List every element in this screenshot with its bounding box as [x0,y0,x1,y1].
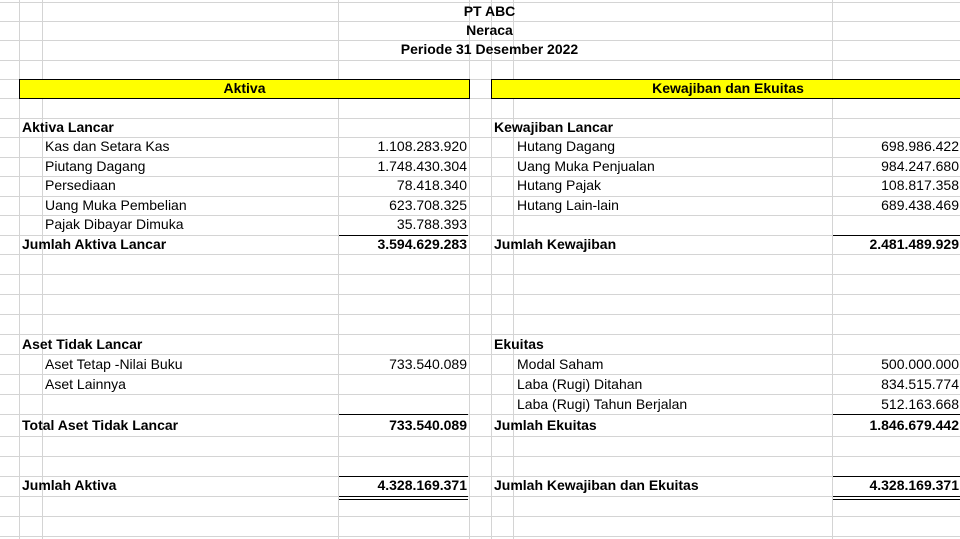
asset-label: Persediaan [45,177,116,193]
grand-total-underline [833,499,960,500]
grand-total-underline [833,496,960,497]
equity-label: Laba (Rugi) Ditahan [517,376,643,392]
equity-total-value: 1.846.679.442 [869,417,959,433]
liability-value: 984.247.680 [881,158,959,174]
total-liabilities-equity-label: Jumlah Kewajiban dan Ekuitas [494,477,699,493]
liability-value: 689.438.469 [881,197,959,213]
equity-label: Laba (Rugi) Tahun Berjalan [517,396,688,412]
equity-value: 500.000.000 [881,356,959,372]
liability-value: 698.986.422 [881,138,959,154]
current-assets-total-label: Jumlah Aktiva Lancar [22,236,167,252]
liability-label: Hutang Lain-lain [517,197,619,213]
equity-heading: Ekuitas [494,336,544,352]
asset-value: 733.540.089 [389,356,467,372]
asset-label: Kas dan Setara Kas [45,138,170,154]
equity-value: 512.163.668 [881,396,959,412]
noncurrent-assets-total-label: Total Aset Tidak Lancar [22,417,179,433]
asset-value: 1.108.283.920 [377,138,467,154]
report-period: Periode 31 Desember 2022 [400,41,579,57]
total-assets-value: 4.328.169.371 [377,477,467,493]
equity-label: Modal Saham [517,356,604,372]
liability-label: Uang Muka Penjualan [517,158,655,174]
current-assets-total-value: 3.594.629.283 [377,236,467,252]
report-title: Neraca [466,22,513,38]
equity-value: 834.515.774 [881,376,959,392]
noncurrent-assets-total-value: 733.540.089 [389,417,467,433]
current-liabilities-total-value: 2.481.489.929 [869,236,959,252]
assets-header-band: Aktiva [19,79,470,99]
liability-value: 108.817.358 [881,177,959,193]
equity-total-label: Jumlah Ekuitas [494,417,597,433]
asset-label: Uang Muka Pembelian [45,197,187,213]
noncurrent-assets-heading: Aset Tidak Lancar [22,336,143,352]
asset-label: Aset Tetap -Nilai Buku [45,356,183,372]
asset-value: 623.708.325 [389,197,467,213]
asset-value: 78.418.340 [396,177,467,193]
current-liabilities-heading: Kewajiban Lancar [494,119,614,135]
grand-total-underline [339,499,468,500]
asset-label: Piutang Dagang [45,158,146,174]
total-liabilities-equity-value: 4.328.169.371 [869,477,959,493]
subtotal-underline [339,414,468,415]
total-assets-label: Jumlah Aktiva [22,477,117,493]
asset-label: Pajak Dibayar Dimuka [45,216,184,232]
asset-label: Aset Lainnya [45,376,126,392]
current-liabilities-total-label: Jumlah Kewajiban [494,236,617,252]
asset-value: 1.748.430.304 [377,158,467,174]
company-name: PT ABC [463,3,516,19]
grand-total-underline [339,496,468,497]
liability-label: Hutang Dagang [517,138,616,154]
current-assets-heading: Aktiva Lancar [22,119,114,135]
liability-label: Hutang Pajak [517,177,602,193]
liabilities-header-band: Kewajiban dan Ekuitas [491,79,960,99]
subtotal-underline [833,414,960,415]
asset-value: 35.788.393 [396,216,467,232]
